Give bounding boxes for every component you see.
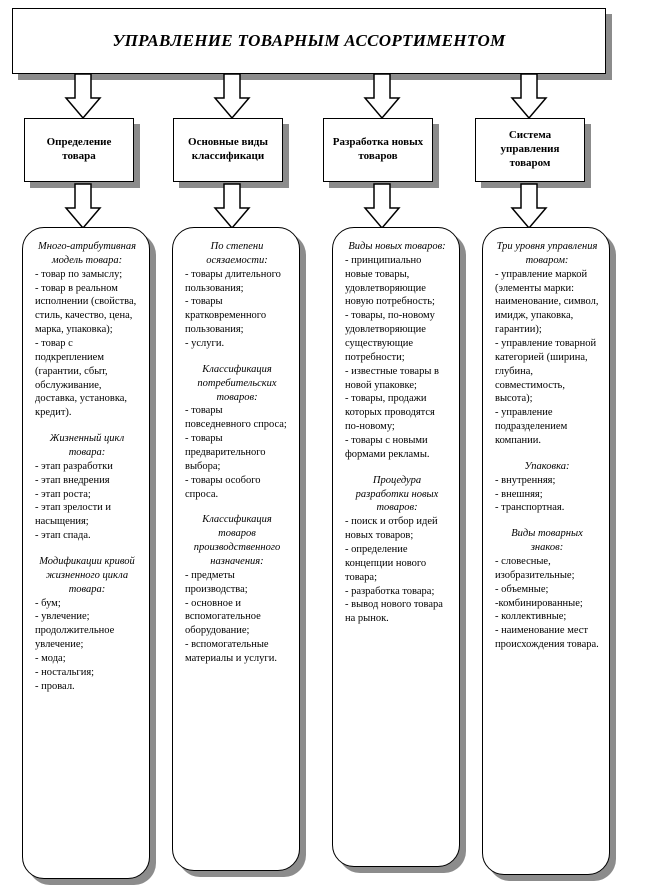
heading-box-product-definition	[24, 118, 134, 182]
arrow-down-icon	[215, 74, 249, 118]
section-title: Классификация товаров производственного назначения:	[193, 514, 281, 568]
arrow-down-icon	[512, 184, 546, 228]
diagram-title: УПРАВЛЕНИЕ ТОВАРНЫМ АССОРТИМЕНТОМ	[112, 31, 506, 50]
list-item: - известные товары в новой упаковке;	[345, 365, 439, 391]
list-item: - бум;	[35, 597, 61, 609]
column-section	[495, 527, 599, 652]
heading-label: Определение товара	[46, 136, 112, 162]
list-item: - товар по замыслу;	[35, 268, 123, 280]
arrow-down-icon	[365, 74, 399, 118]
section-title: Жизненный цикл товара:	[49, 433, 125, 459]
heading-label: Разработка новых товаров	[332, 136, 424, 162]
list-item: - товары кратковременного пользования;	[185, 296, 267, 336]
list-item: - этап зрелости и насыщения;	[35, 502, 112, 528]
column-section	[35, 432, 139, 543]
column-section	[345, 240, 449, 462]
section-title: По степени осязаемости:	[206, 241, 268, 266]
heading-box-new-products	[323, 118, 433, 182]
column-section	[185, 240, 289, 351]
column-management-system	[482, 227, 610, 875]
list-item: - товары особого спроса.	[185, 474, 261, 500]
section-title: Три уровня управления товаром:	[496, 241, 598, 266]
list-item: - товар в реальном исполнении (свойства, стиль, качество, цена, марка, упаковка);	[35, 282, 137, 336]
list-item: - товары, по-новому удовлетворяющие существующие потребности;	[345, 310, 435, 363]
list-item: - этап роста;	[35, 488, 91, 500]
list-item: - услуги.	[185, 338, 225, 350]
section-title: Классификация потребительских товаров:	[197, 363, 277, 403]
list-item: - принципиально новые товары, удовлетворяющие новую потребность;	[345, 254, 435, 308]
list-item: - товары, продажи которых проводятся по-новому;	[345, 393, 435, 433]
section-title: Много-атрибутивная модель товара:	[38, 241, 136, 266]
arrow-down-icon	[365, 184, 399, 228]
column-section	[495, 460, 599, 515]
column-section	[35, 240, 139, 420]
list-item: - этап внедрения	[35, 474, 110, 486]
list-item: - мода;	[35, 653, 66, 665]
diagram-title-box	[12, 8, 606, 74]
column-section	[345, 474, 449, 626]
list-item: - объемные;	[495, 583, 549, 595]
list-item: - управление подразделением компании.	[495, 407, 568, 447]
list-item: - этап спада.	[35, 530, 91, 542]
list-item: - предметы производства;	[185, 569, 248, 595]
list-item: - разработка товара;	[345, 585, 435, 597]
arrow-down-icon	[66, 74, 100, 118]
list-item: - товар с подкреплением (гарантии, сбыт, обслуживание, доставка, установка, кредит).	[35, 338, 128, 419]
list-item: - ностальгия;	[35, 666, 95, 678]
column-product-definition	[22, 227, 150, 879]
column-section	[495, 240, 599, 448]
list-item: - вывод нового товара на рынок.	[345, 599, 443, 625]
list-item: - товары длительного пользования;	[185, 268, 281, 294]
list-item: продолжительное увлечение;	[35, 625, 115, 651]
list-item: - вспомогательные материалы и услуги.	[185, 639, 277, 665]
heading-box-management-system	[475, 118, 585, 182]
list-item: - товары с новыми формами рекламы.	[345, 435, 430, 460]
section-title: Виды товарных знаков:	[511, 528, 583, 554]
list-item: - этап разработки	[35, 460, 113, 472]
heading-label: Система управления товаром	[500, 129, 560, 169]
list-item: - транспортная.	[495, 502, 565, 514]
arrow-down-icon	[66, 184, 100, 228]
list-item: - словесные, изобразительные;	[495, 556, 575, 581]
list-item: - коллективные;	[495, 611, 567, 623]
arrow-down-icon	[215, 184, 249, 228]
list-item: - провал.	[35, 680, 75, 692]
section-title: Упаковка:	[524, 460, 570, 472]
section-title: Процедура разработки новых товаров:	[355, 474, 439, 514]
list-item: - управление маркой (элементы марки: наименование, символ, имидж, упаковка, гарантии);	[495, 268, 599, 336]
heading-box-classification	[173, 118, 283, 182]
list-item: - управление товарной категорией (ширина, глубина, совместимость, высота);	[495, 338, 597, 405]
list-item: -комбинированные;	[495, 597, 583, 609]
list-item: - товары повседневного спроса;	[185, 405, 287, 431]
list-item: - внешняя;	[495, 488, 543, 500]
column-classification	[172, 227, 300, 871]
section-title: Модификации кривой жизненного цикла товара:	[39, 556, 135, 595]
list-item: - наименование мест происхождения товара.	[495, 625, 599, 651]
list-item: - товары предварительного выбора;	[185, 433, 266, 472]
list-item: - увлечение;	[35, 611, 90, 623]
column-section	[185, 363, 289, 502]
arrow-down-icon	[512, 74, 546, 118]
list-item: - внутренняя;	[495, 474, 556, 486]
column-section	[185, 513, 289, 665]
column-section	[35, 555, 139, 694]
column-new-products	[332, 227, 460, 867]
list-item: - определение концепции нового товара;	[345, 544, 427, 583]
section-title: Виды новых товаров:	[348, 241, 446, 252]
list-item: - поиск и отбор идей новых товаров;	[345, 516, 438, 542]
heading-label: Основные виды классификаци	[188, 136, 268, 162]
list-item: - основное и вспомогательное оборудование;	[185, 597, 261, 637]
